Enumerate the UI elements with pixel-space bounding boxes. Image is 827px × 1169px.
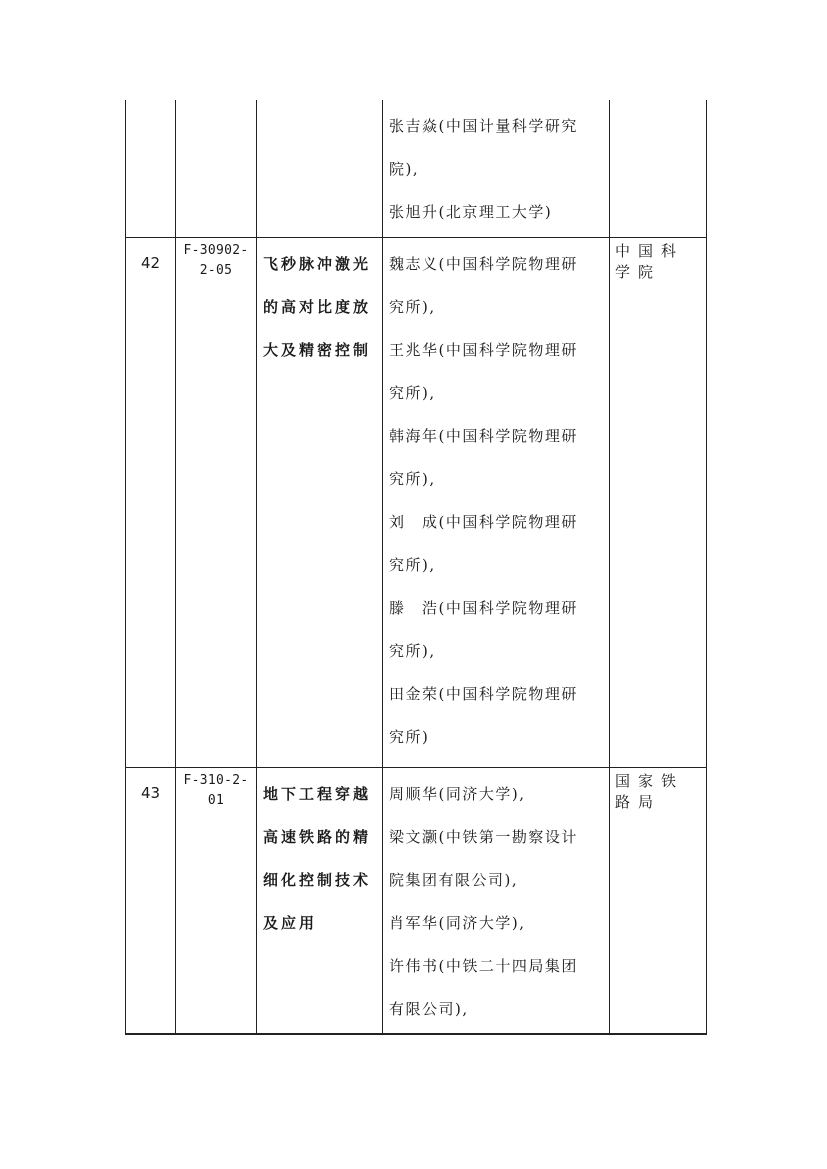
completer-line: 刘 成(中国科学院物理研: [389, 512, 578, 531]
completer-line: 田金荣(中国科学院物理研: [389, 684, 578, 703]
code-line: F-310-2-: [183, 772, 249, 788]
completer-line: 周顺华(同济大学),: [389, 784, 526, 803]
project-title: [257, 237, 383, 767]
completer-line: 张旭升(北京理工大学): [389, 203, 553, 221]
code-line: 01: [207, 792, 225, 808]
completers-list: [383, 767, 610, 1034]
project-code: [176, 100, 257, 237]
completer-line: 究所),: [389, 297, 436, 316]
title-line: 及应用: [263, 913, 318, 932]
completer-line: 究所),: [389, 641, 436, 660]
nominating-org: [610, 100, 707, 237]
nominating-org: 中国科学院: [610, 237, 707, 767]
completer-line: 魏志义(中国科学院物理研: [389, 254, 578, 273]
award-table: [125, 100, 707, 1035]
completer-line: 院),: [389, 160, 420, 178]
code-line: F-30902-: [183, 242, 249, 258]
row-number: 42: [126, 237, 176, 767]
completers-list: [383, 237, 610, 767]
project-title: [257, 767, 383, 1034]
completer-line: 究所),: [389, 383, 436, 402]
completer-line: 韩海年(中国科学院物理研: [389, 426, 578, 445]
title-line: 细化控制技术: [263, 870, 372, 889]
table-row: [126, 237, 707, 767]
completer-line: 梁文灏(中铁第一勘察设计: [389, 827, 578, 846]
completer-line: 院集团有限公司),: [389, 870, 519, 889]
title-line: 的高对比度放: [263, 297, 372, 316]
row-number: [126, 100, 176, 237]
completer-line: 有限公司),: [389, 999, 469, 1018]
completer-line: 究所),: [389, 555, 436, 574]
project-code: [176, 767, 257, 1034]
completer-line: 王兆华(中国科学院物理研: [389, 340, 578, 359]
title-line: 地下工程穿越: [263, 784, 372, 803]
title-line: 高速铁路的精: [263, 827, 372, 846]
completer-line: 肖军华(同济大学),: [389, 913, 526, 932]
table-row: [126, 767, 707, 1034]
table-row: [126, 100, 707, 237]
project-title: [257, 100, 383, 237]
completer-line: 许伟书(中铁二十四局集团: [389, 956, 578, 975]
row-number: 43: [126, 767, 176, 1034]
title-line: 大及精密控制: [263, 340, 372, 359]
completer-line: 滕 浩(中国科学院物理研: [389, 598, 578, 617]
completer-line: 究所),: [389, 469, 436, 488]
code-line: 2-05: [199, 262, 233, 278]
project-code: [176, 237, 257, 767]
completer-line: 张吉焱(中国计量科学研究: [389, 117, 578, 135]
nominating-org: 国家铁路局: [610, 767, 707, 1034]
completers-list: [383, 100, 610, 237]
completer-line: 究所): [389, 727, 430, 746]
title-line: 飞秒脉冲激光: [263, 254, 372, 273]
